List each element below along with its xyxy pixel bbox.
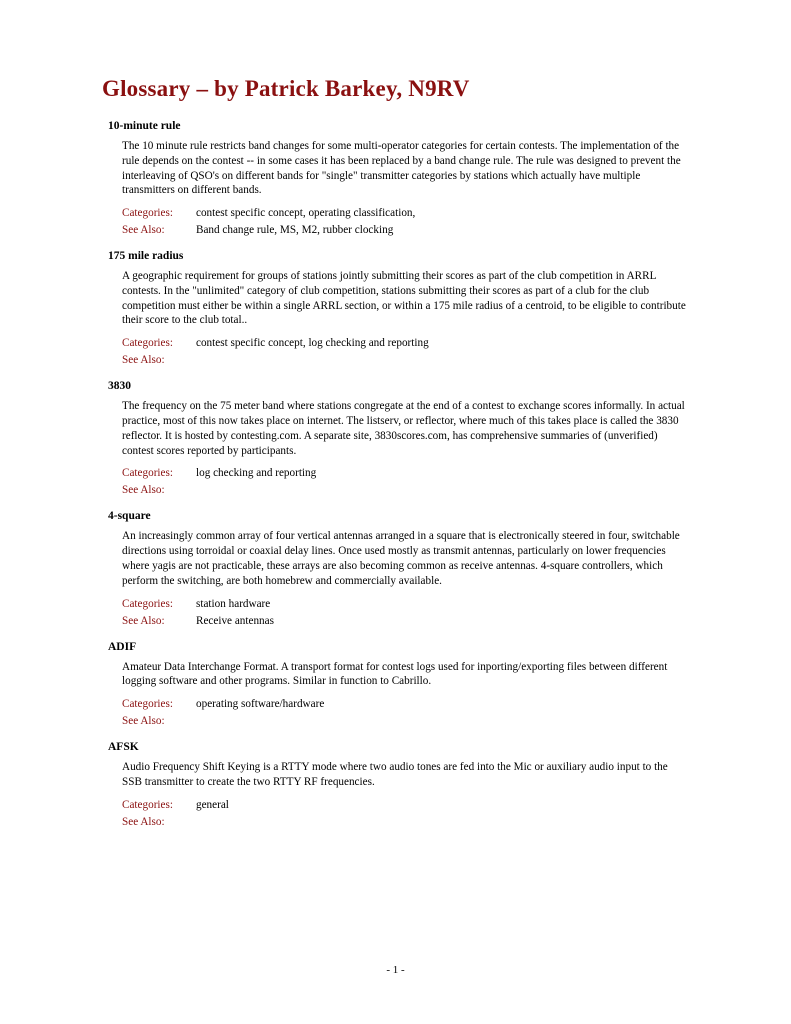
entry-definition: An increasingly common array of four vertical antennas arranged in a square that is electronically steered in four, switchable directions using torroidal or coaxial delay lines. Once used mostly as transmit antennas, particularly on lower frequencies where yagis are not practicable, these arrays are also becoming common as receive antennas. 4-square controllers, which perform the switching, are both homebrew and commercially available. [122,530,680,587]
see-also-label: See Also: [122,224,165,237]
entry-see-also-row [122,615,735,627]
entry-term: ADIF [108,640,137,653]
entry-see-also-row [122,816,735,828]
glossary-entry [56,380,735,496]
entry-see-also-row [122,224,735,236]
entry-definition: Amateur Data Interchange Format. A transport format for contest logs used for inporting/exporting files between different logging software and other programs. Similar in function to Cabrillo. [122,660,668,688]
glossary-entry [56,510,735,626]
categories-value: general [196,798,229,811]
see-also-label: See Also: [122,354,165,367]
entry-definition: Audio Frequency Shift Keying is a RTTY mode where two audio tones are fed into the Mic or auxiliary audio input to the SSB transmitter to create the two RTTY RF frequencies. [122,761,668,788]
entry-see-also-row [122,354,735,366]
glossary-entry [56,250,735,366]
entry-categories-row [122,598,735,610]
entry-definition: A geographic requirement for groups of stations jointly submitting their scores as part of the club competition in ARRL contests. In the "unlimited" category of club competition, stations submitting their scores as part of a club for the club competition must either be within a single ARRL section, or within a 175 mile radius of a centroid, to be eligible to contribute their score to the club total.. [122,270,686,327]
entry-categories-row [122,337,735,349]
see-also-label: See Also: [122,614,165,627]
see-also-label: See Also: [122,815,165,828]
categories-label: Categories: [122,467,173,480]
glossary-entry [56,641,735,728]
entry-see-also-row [122,715,735,727]
categories-label: Categories: [122,597,173,610]
page-number: - 1 - [386,964,405,976]
entry-term: AFSK [108,741,139,754]
entry-term: 175 mile radius [108,250,184,263]
see-also-label: See Also: [122,484,165,497]
entry-term: 10-minute rule [108,120,181,132]
categories-value: station hardware [196,597,271,610]
categories-value: contest specific concept, operating classification, [196,207,416,220]
categories-label: Categories: [122,207,173,220]
glossary-entry [56,120,735,236]
entry-categories-row [122,799,735,811]
entry-term: 3830 [108,380,131,393]
entry-categories-row [122,467,735,479]
entry-definition: The frequency on the 75 meter band where stations congregate at the end of a contest to exchange scores informally. In actual practice, most of this now takes place on internet. The listserv, or reflector, where much of this takes place is called the 3830 reflector. It is hosted by contesting.com. A separate site, 3830scores.com, has comprehensive summaries of (unverified) contest scores reported by participants. [122,400,685,457]
entry-categories-row [122,207,735,219]
entry-see-also-row [122,484,735,496]
categories-value: operating software/hardware [196,698,325,711]
entry-definition: The 10 minute rule restricts band changes for some multi-operator categories for certain contests. The implementation of the rule depends on the contest -- in some cases it has been replaced by a band change rule. The rule was designed to prevent the interleaving of QSO's on different bands for "single" transmitter categories by stations which actually have multiple transmitters on different bands. [122,140,681,197]
glossary-entry [56,741,735,828]
categories-label: Categories: [122,798,173,811]
entry-term: 4-square [108,510,151,523]
see-also-value: Receive antennas [196,614,274,627]
categories-value: contest specific concept, log checking and reporting [196,337,429,350]
entry-categories-row [122,698,735,710]
categories-label: Categories: [122,698,173,711]
see-also-value: Band change rule, MS, M2, rubber clocking [196,224,394,237]
see-also-label: See Also: [122,715,165,728]
categories-label: Categories: [122,337,173,350]
categories-value: log checking and reporting [196,467,317,480]
page-title: Glossary – by Patrick Barkey, N9RV [102,76,470,101]
